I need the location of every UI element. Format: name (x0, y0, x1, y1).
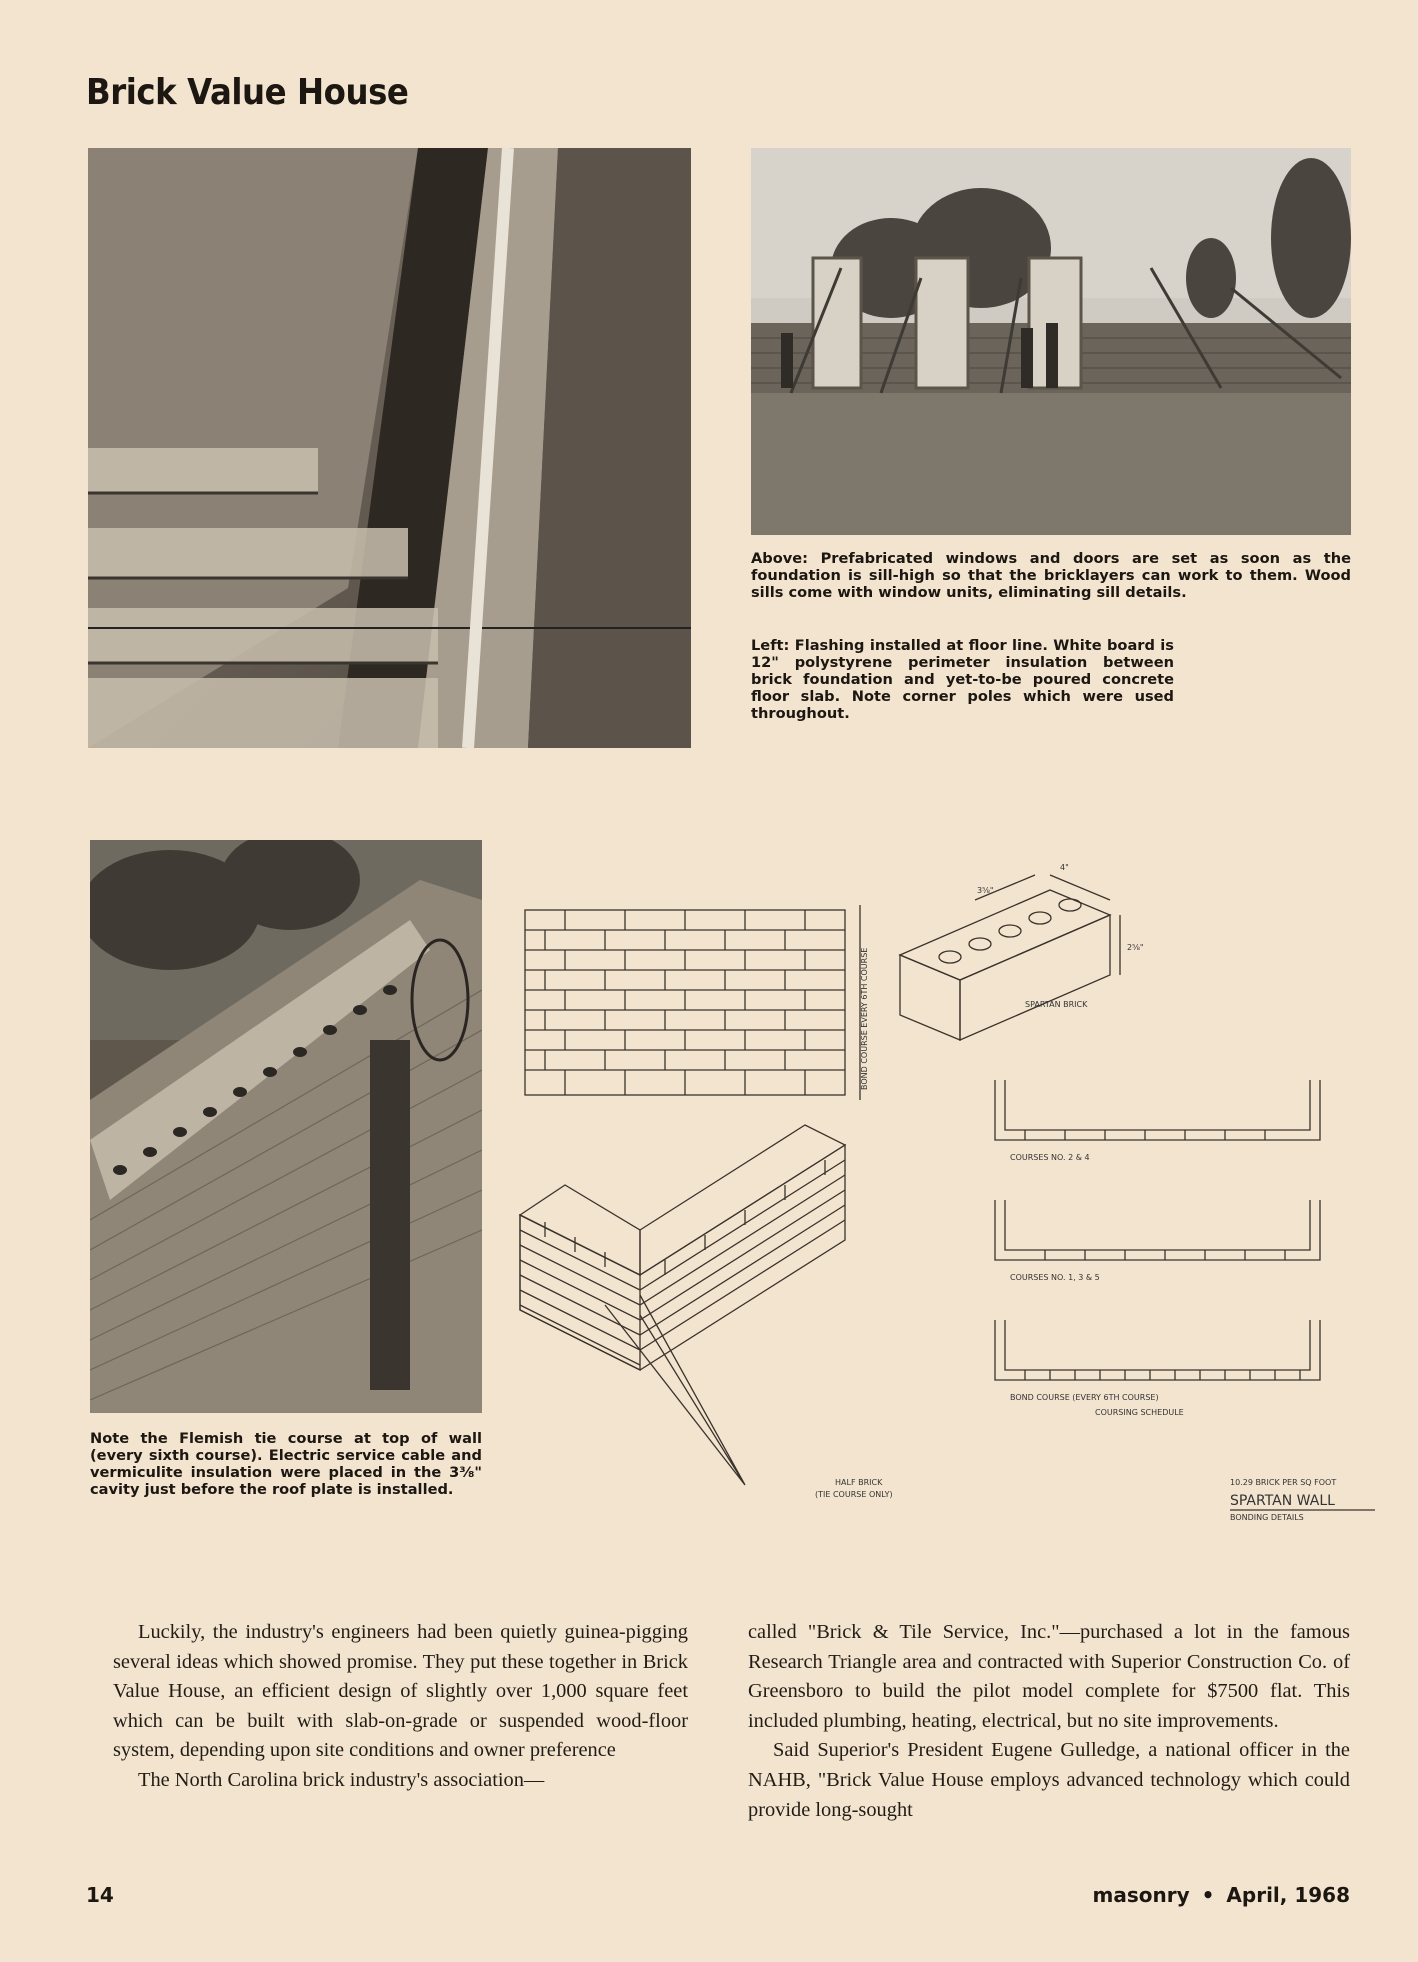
publication-footer (1092, 1883, 1350, 1907)
spartan-wall-drawing (505, 845, 1385, 1525)
coursing-schedule-sketch (995, 1080, 1320, 1380)
caption-left-text: Left: Flashing installed at floor line. White board is 12" polystyrene perimeter insulation between brick foundation and yet-to-be poured concrete floor slab. Note corner poles which were used throughout. (751, 637, 1174, 722)
label-half-brick: HALF BRICK (835, 1478, 883, 1487)
body-paragraph: The North Carolina brick industry's association— (138, 1768, 545, 1791)
label-bond-course-side: BOND COURSE EVERY 6TH COURSE (860, 947, 869, 1090)
label-spartan-brick: SPARTAN BRICK (1025, 1000, 1088, 1009)
body-paragraph: Luckily, the industry's engineers had been quietly guinea-pigging several ideas which showed promise. They put these together in Brick Value House, an efficient design of slightly over 1,000 square feet which can be built with slab-on-grade or suspended wood-floor system, depending upon site conditions and owner preference (113, 1621, 688, 1762)
photo-windows-doors (751, 148, 1351, 535)
label-dim-a: 4" (1060, 863, 1069, 872)
label-courses-2: COURSES NO. 1, 3 & 5 (1010, 1273, 1100, 1282)
page-title: Brick Value House (86, 72, 409, 113)
label-dim-c: 3⅝" (977, 886, 994, 895)
photo-foundation-flashing (88, 148, 691, 748)
label-bonding-details: BONDING DETAILS (1230, 1513, 1304, 1522)
wall-elevation (525, 905, 860, 1100)
photo-flemish-tie-course (90, 840, 482, 1413)
publication-name: masonry (1092, 1883, 1190, 1907)
spartan-brick-sketch (900, 875, 1120, 1040)
body-paragraph: Said Superior's President Eugene Gulledge, a national officer in the NAHB, "Brick Value House employs advanced technology which could provide long-sought (748, 1739, 1350, 1821)
caption-above (751, 550, 1351, 613)
label-courses-1: COURSES NO. 2 & 4 (1010, 1153, 1090, 1162)
caption-flemish (90, 1430, 482, 1510)
label-spartan-wall: SPARTAN WALL (1230, 1493, 1335, 1509)
body-column-right (748, 1618, 1350, 1825)
issue-date: April, 1968 (1226, 1883, 1350, 1907)
bullet-separator: • (1201, 1883, 1215, 1907)
body-paragraph: called "Brick & Tile Service, Inc."—purchased a lot in the famous Research Triangle area and contracted with Superior Construction Co. of Greensboro to build the pilot model complete for $7500 flat. This included plumbing, heating, electrical, but no site improvements. (748, 1621, 1350, 1732)
label-brick-per-sqft: 10.29 BRICK PER SQ FOOT (1230, 1478, 1337, 1487)
page-number: 14 (86, 1883, 114, 1907)
label-tie-course-only: (TIE COURSE ONLY) (815, 1490, 893, 1499)
body-column-left (113, 1618, 688, 1796)
label-bond-course: BOND COURSE (EVERY 6TH COURSE) (1010, 1393, 1159, 1402)
corner-wall-sketch (520, 1125, 845, 1485)
caption-left (751, 637, 1174, 734)
caption-above-text: Above: Prefabricated windows and doors are set as soon as the foundation is sill-high so that the bricklayers can work to them. Wood sills come with window units, eliminating sill details. (751, 550, 1351, 601)
label-coursing-schedule: COURSING SCHEDULE (1095, 1408, 1184, 1417)
label-dim-b: 2⅝" (1127, 943, 1144, 952)
caption-flemish-text: Note the Flemish tie course at top of wall (every sixth course). Electric service cable and vermiculite insulation were placed in the 3⅜" cavity just before the roof plate is installed. (90, 1430, 482, 1498)
